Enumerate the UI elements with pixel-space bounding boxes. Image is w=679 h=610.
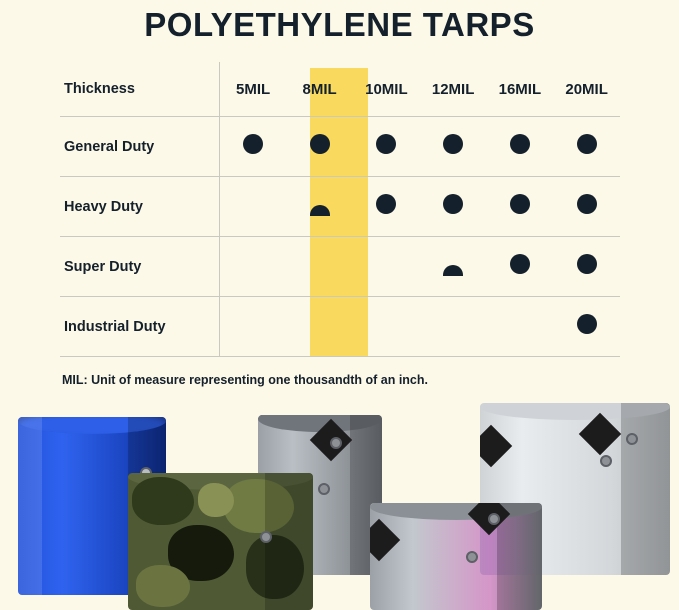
table-row [60, 177, 620, 237]
cell-0-0 [220, 117, 287, 177]
cell-2-0 [220, 237, 287, 297]
mark-full [577, 134, 597, 154]
mark-none [243, 194, 263, 214]
row-label: General Duty [60, 117, 220, 177]
product-photo [0, 395, 679, 610]
cell-3-0 [220, 297, 287, 357]
table-body [60, 117, 620, 357]
camouflage-tarp-roll [128, 473, 313, 610]
silver-front-grommet-1 [466, 551, 478, 563]
cell-2-2 [353, 237, 420, 297]
cell-1-4 [487, 177, 554, 237]
mark-full [577, 314, 597, 334]
column-header-12mil: 12MIL [420, 62, 487, 117]
table-row [60, 117, 620, 177]
cell-2-3 [420, 237, 487, 297]
cell-2-4 [487, 237, 554, 297]
row-label: Industrial Duty [60, 297, 220, 357]
thickness-table-container [60, 62, 619, 357]
cell-1-5 [553, 177, 620, 237]
mark-half [443, 265, 463, 276]
mark-none [243, 314, 263, 334]
camo-blob-4 [136, 565, 190, 607]
cell-0-1 [286, 117, 353, 177]
mark-full [510, 254, 530, 274]
table-footnote: MIL: Unit of measure representing one thousandth of an inch. [62, 373, 428, 387]
cell-2-5 [553, 237, 620, 297]
table-row [60, 297, 620, 357]
mark-none [376, 314, 396, 334]
mark-full [376, 134, 396, 154]
cell-3-2 [353, 297, 420, 357]
camo-roll-shade [265, 473, 313, 610]
camo-roll-grommet [260, 531, 272, 543]
mark-none [310, 314, 330, 334]
cell-0-3 [420, 117, 487, 177]
cell-1-2 [353, 177, 420, 237]
mark-half [310, 205, 330, 216]
cell-1-0 [220, 177, 287, 237]
page-title: POLYETHYLENE TARPS [144, 6, 535, 43]
mark-full [310, 134, 330, 154]
mark-none [310, 254, 330, 274]
mark-none [443, 314, 463, 334]
cell-3-4 [487, 297, 554, 357]
cell-1-1 [286, 177, 353, 237]
mark-full [510, 194, 530, 214]
mark-full [577, 194, 597, 214]
cell-0-4 [487, 117, 554, 177]
silver-back-grommet-1 [330, 437, 342, 449]
blue-roll-highlight [18, 417, 42, 595]
camo-blob-6 [198, 483, 234, 517]
column-header-10mil: 10MIL [353, 62, 420, 117]
table-head [60, 62, 620, 117]
table-corner-header: Thickness [60, 62, 220, 117]
column-header-5mil: 5MIL [220, 62, 287, 117]
row-label: Super Duty [60, 237, 220, 297]
silver-back-grommet-2 [318, 483, 330, 495]
camo-blob-1 [132, 477, 194, 525]
row-label: Heavy Duty [60, 177, 220, 237]
mark-full [376, 194, 396, 214]
mark-none [510, 314, 530, 334]
silver-tarp-roll-front [370, 503, 542, 610]
mark-full [243, 134, 263, 154]
cell-2-1 [286, 237, 353, 297]
white-roll-grommet-2 [626, 433, 638, 445]
table-row [60, 237, 620, 297]
white-roll-shade [621, 403, 670, 575]
cell-0-2 [353, 117, 420, 177]
column-header-20mil: 20MIL [553, 62, 620, 117]
cell-0-5 [553, 117, 620, 177]
column-header-16mil: 16MIL [487, 62, 554, 117]
silver-front-grommet-2 [488, 513, 500, 525]
mark-none [243, 254, 263, 274]
mark-full [510, 134, 530, 154]
thickness-table [60, 62, 620, 357]
mark-full [577, 254, 597, 274]
white-roll-grommet-1 [600, 455, 612, 467]
mark-full [443, 134, 463, 154]
mark-full [443, 194, 463, 214]
table-header-row [60, 62, 620, 117]
cell-3-3 [420, 297, 487, 357]
cell-1-3 [420, 177, 487, 237]
cell-3-1 [286, 297, 353, 357]
mark-none [376, 254, 396, 274]
cell-3-5 [553, 297, 620, 357]
column-header-8mil: 8MIL [286, 62, 353, 117]
